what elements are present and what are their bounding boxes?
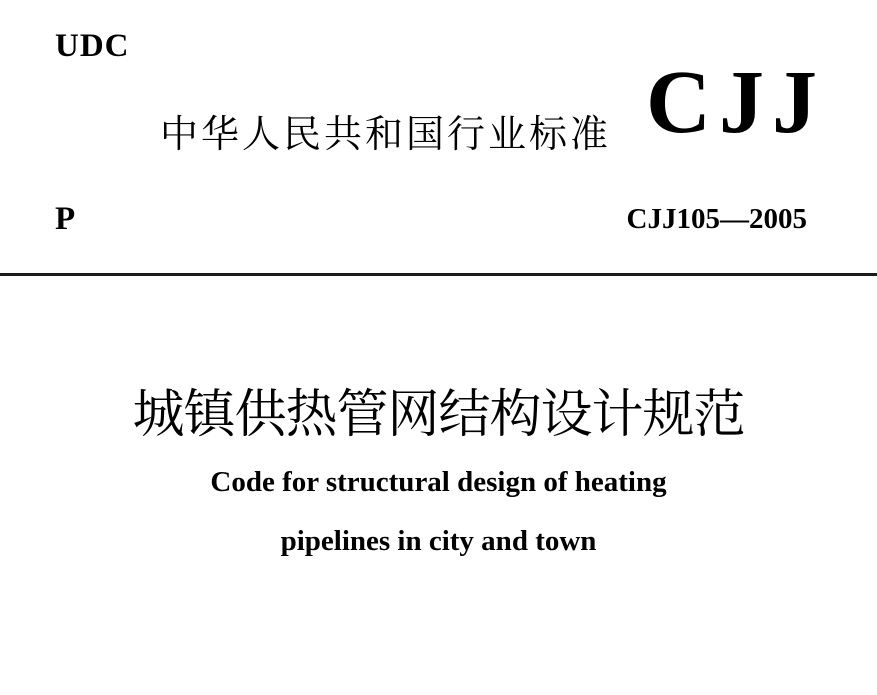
udc-label: UDC (55, 28, 130, 64)
document-title-chinese: 城镇供热管网结构设计规范 (132, 387, 745, 444)
document-title-english-line1: Code for structural design of heating (210, 466, 667, 498)
document-title-english-line2: pipelines in city and town (280, 525, 597, 557)
standard-code-logo: CJJ (646, 53, 825, 152)
standard-number: CJJ105—2005 (626, 203, 807, 235)
standard-type-heading: 中华人民共和国行业标准 (160, 114, 612, 156)
header-divider-rule (0, 273, 877, 276)
classification-label: P (55, 201, 76, 237)
